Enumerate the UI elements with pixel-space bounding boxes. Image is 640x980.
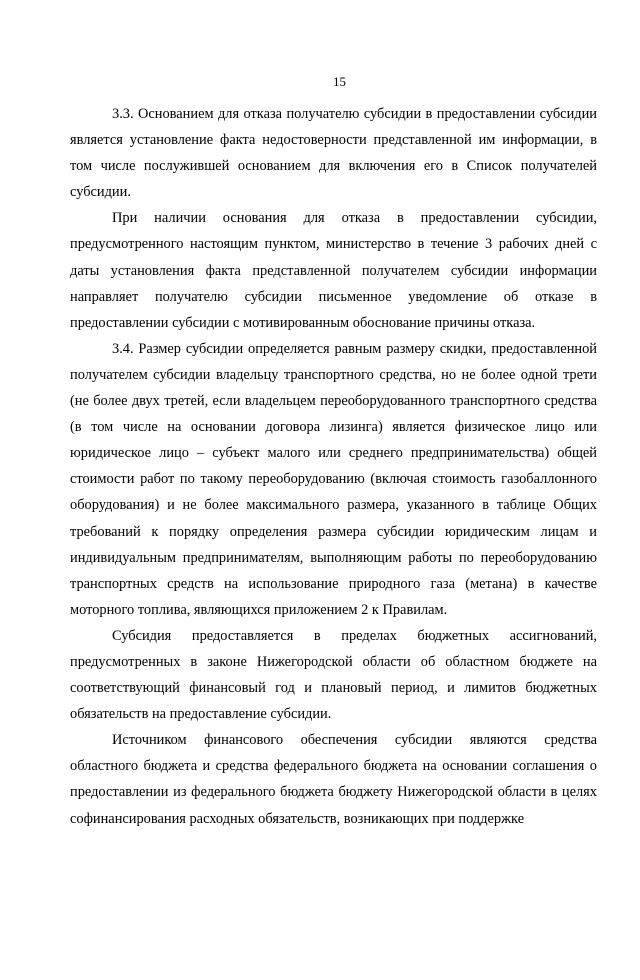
document-body xyxy=(70,101,597,832)
paragraph-3-3: 3.3. Основанием для отказа получателю субсидии в предоставлении субсидии является установление факта недостоверности представленной им информации, в том числе послужившей основанием для включения его в Список получателей субсидии. xyxy=(70,106,597,201)
paragraph-budget-limits: Субсидия предоставляется в пределах бюджетных ассигнований, предусмотренных в законе Нижегородской области об областном бюджете на соответствующий финансовый год и плановый период, и лимитов бюджетных обязательств на предоставление субсидии. xyxy=(70,627,597,723)
paragraph-refusal-notice: При наличии основания для отказа в предоставлении субсидии, предусмотренного настоящим пунктом, министерство в течение 3 рабочих дней с даты установления факта представленной получателем субсидии информации направляет получателю субсидии письменное уведомление об отказе в предоставлении субсидии с мотивированным обоснование причины отказа. xyxy=(70,210,597,331)
document-page xyxy=(0,75,640,980)
page-number: 15 xyxy=(333,74,346,89)
paragraph-funding-source: Источником финансового обеспечения субсидии являются средства областного бюджета и средства федерального бюджета на основании соглашения о предоставлении из федерального бюджета бюджету Нижегородской области в целях софинансирования расходных обязательств, возникающих при поддержке xyxy=(70,732,597,827)
paragraph-3-4: 3.4. Размер субсидии определяется равным размеру скидки, предоставленной получателем субсидии владельцу транспортного средства, но не более одной трети (не более двух третей, если владельцем переоборудованного транспортного средства (в том числе на основании договора лизинга) является физическое лицо или юридическое лицо – субъект малого или среднего предпринимательства) общей стоимости работ по такому переоборудованию (включая стоимость газобаллонного оборудования) и не более максимального размера, указанного в таблице Общих требований к порядку определения размера субсидии юридическим лицам и индивидуальным предпринимателям, выполняющим работы по переоборудованию транспортных средств на использование природного газа (метана) в качестве моторного топлива, являющихся приложением 2 к Правилам. xyxy=(70,340,597,618)
